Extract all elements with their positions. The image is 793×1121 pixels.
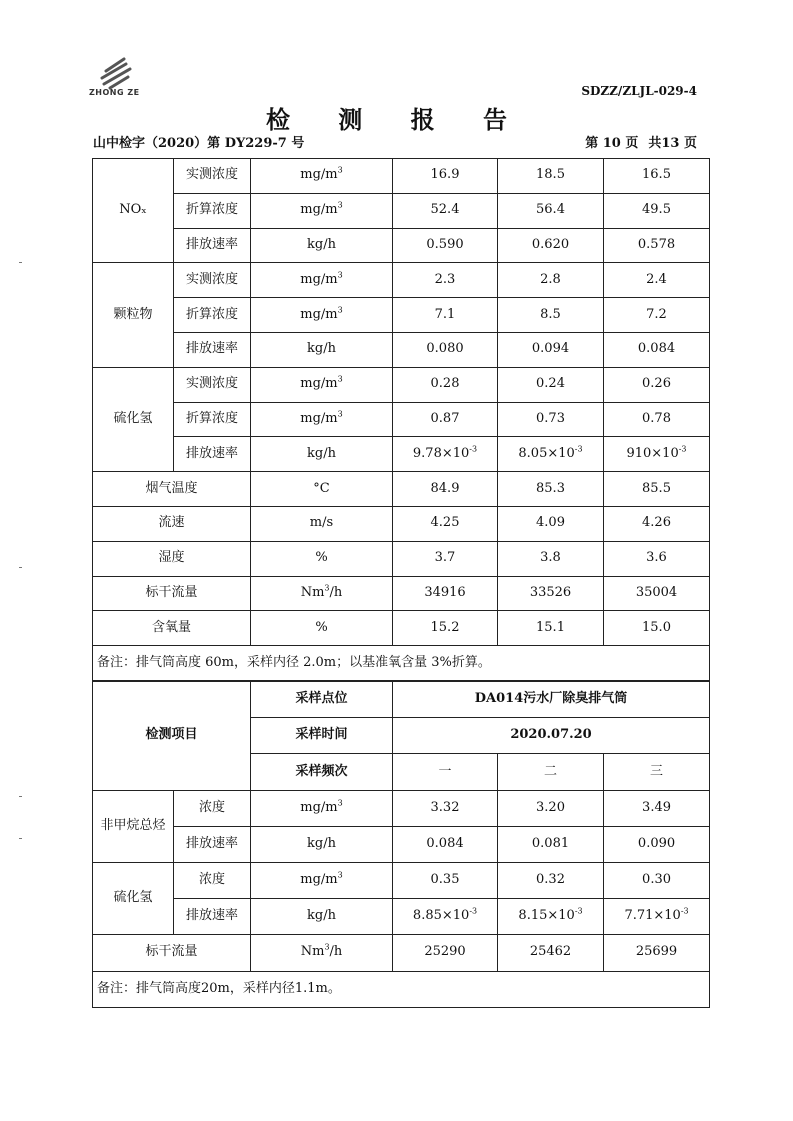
unit-cell-text: kg/h — [307, 445, 336, 461]
unit-cell-superscript: 3 — [337, 798, 343, 808]
value-cell — [393, 541, 498, 576]
parameter-name-text: 标干流量 — [145, 944, 198, 960]
value-cell-text: 84.9 — [430, 480, 460, 496]
value-cell-text: 15.0 — [642, 619, 671, 635]
table-row — [93, 159, 710, 194]
table-row — [93, 541, 710, 576]
value-cell-text: 8.85×10 — [412, 908, 470, 924]
sampling-time-label — [251, 718, 393, 754]
unit-cell — [251, 935, 393, 971]
table-row — [93, 682, 710, 718]
value-cell — [393, 826, 498, 862]
value-cell-superscript: -3 — [574, 444, 583, 454]
parameter-name-text: 含氧量 — [151, 619, 191, 635]
unit-cell — [251, 193, 393, 228]
table-row — [93, 193, 710, 228]
unit-cell-text: mg/m — [300, 872, 338, 888]
measure-item-text: 实测浓度 — [185, 376, 238, 392]
table-row — [93, 263, 710, 298]
table-row — [93, 862, 710, 898]
value-cell-text: 4.26 — [642, 515, 671, 531]
value-cell-text: 4.25 — [430, 515, 460, 531]
value-cell-text: 2.3 — [434, 271, 456, 287]
value-cell — [393, 472, 498, 507]
value-cell-text: 0.26 — [642, 376, 671, 392]
value-cell — [393, 935, 498, 971]
table-row — [93, 437, 710, 472]
measure-item-text: 排放速率 — [185, 445, 238, 461]
unit-cell-text: mg/m — [300, 202, 338, 218]
value-cell — [498, 935, 604, 971]
value-cell-text: 0.87 — [430, 411, 460, 426]
value-cell — [498, 298, 604, 333]
item-header — [93, 682, 251, 791]
pollutant-name-text: 硫化氢 — [113, 411, 153, 426]
unit-cell-text: mg/m — [300, 167, 338, 183]
unit-cell — [251, 298, 393, 333]
value-cell — [393, 611, 498, 646]
parameter-name-text: 标干流量 — [145, 584, 198, 600]
unit-cell — [251, 826, 393, 862]
value-cell — [498, 541, 604, 576]
value-cell-text: 0.24 — [536, 376, 565, 392]
value-cell — [604, 862, 710, 898]
unit-cell-text: mg/m — [300, 411, 338, 426]
unit-cell — [251, 790, 393, 826]
sampling-point-value — [393, 682, 710, 718]
value-cell-text: 7.71×10 — [624, 908, 681, 924]
unit-cell-text: % — [315, 619, 328, 635]
value-cell-text: 0.094 — [531, 341, 570, 357]
page-title: 检 测 报 告 — [265, 105, 528, 134]
value-cell — [498, 193, 604, 228]
parameter-name-text: 烟气温度 — [145, 480, 198, 496]
value-cell — [604, 826, 710, 862]
value-cell-text: 0.090 — [637, 835, 676, 851]
value-cell — [393, 437, 498, 472]
unit-cell-superscript: 3 — [337, 166, 343, 176]
value-cell-text: 33526 — [529, 584, 572, 600]
unit-cell — [251, 332, 393, 367]
parameter-name — [93, 541, 251, 576]
value-cell-text: 0.620 — [531, 237, 570, 253]
value-cell — [498, 862, 604, 898]
value-cell-text: 0.78 — [642, 411, 671, 426]
value-cell — [604, 193, 710, 228]
measure-item — [174, 899, 251, 935]
value-cell-text: 0.080 — [426, 341, 464, 357]
table-row — [93, 402, 710, 437]
value-cell — [393, 193, 498, 228]
value-cell-text: 0.084 — [637, 341, 676, 357]
parameter-name — [93, 472, 251, 507]
unit-cell-text: mg/m — [300, 271, 338, 287]
value-cell — [393, 506, 498, 541]
value-cell — [604, 611, 710, 646]
unit-cell-text: kg/h — [307, 237, 336, 253]
unit-cell-superscript: 3 — [337, 374, 343, 384]
value-cell — [604, 790, 710, 826]
value-cell — [393, 263, 498, 298]
unit-cell-superscript: 3 — [337, 200, 343, 210]
value-cell-text: 3.20 — [536, 799, 565, 815]
value-cell-text: 0.081 — [531, 835, 570, 851]
table-row — [93, 646, 710, 681]
value-cell — [604, 298, 710, 333]
unit-cell-text: % — [315, 550, 328, 566]
measure-item-text: 浓度 — [199, 799, 226, 815]
value-cell-text: 9.78×10 — [412, 445, 470, 461]
value-cell — [604, 576, 710, 611]
pollutant-name-text: NOₓ — [119, 202, 147, 218]
value-cell-text: 7.2 — [646, 306, 667, 322]
value-cell — [393, 862, 498, 898]
pollutant-name-text: 非甲烷总烃 — [100, 817, 166, 833]
measure-item-text: 折算浓度 — [185, 411, 238, 426]
scan-mark — [19, 796, 22, 797]
unit-cell — [251, 263, 393, 298]
value-cell-superscript: -3 — [574, 906, 583, 916]
measure-item-text: 排放速率 — [185, 237, 238, 253]
current-page: 第 10 页 — [585, 136, 639, 151]
frequency-cell-text: 一 — [438, 763, 452, 779]
report-number: 山中检字（2020）第 DY229-7 号 — [93, 136, 305, 151]
value-cell — [498, 159, 604, 194]
value-cell — [393, 790, 498, 826]
value-cell — [498, 437, 604, 472]
item-header-text: 检测项目 — [145, 727, 198, 743]
value-cell — [498, 263, 604, 298]
value-cell-text: 35004 — [635, 584, 678, 600]
value-cell — [393, 367, 498, 402]
value-cell-text: 3.7 — [434, 550, 456, 566]
parameter-name — [93, 576, 251, 611]
results-table-1 — [92, 158, 710, 681]
unit-cell-superscript: 3 — [324, 583, 330, 593]
value-cell — [604, 506, 710, 541]
table-row — [93, 935, 710, 971]
note-cell-text: 备注：排气筒高度20m，采样内径1.1m。 — [97, 980, 341, 996]
scan-mark — [19, 567, 22, 568]
unit-cell — [251, 899, 393, 935]
value-cell — [604, 437, 710, 472]
table-row — [93, 332, 710, 367]
unit-cell — [251, 472, 393, 507]
unit-cell-suffix: /h — [329, 944, 343, 960]
unit-cell-text: m/s — [309, 515, 334, 531]
value-cell — [498, 472, 604, 507]
value-cell — [393, 332, 498, 367]
unit-cell-text: kg/h — [307, 908, 336, 924]
value-cell-text: 3.6 — [646, 550, 667, 566]
parameter-name — [93, 506, 251, 541]
frequency-cell-text: 二 — [544, 763, 558, 779]
table-row — [93, 367, 710, 402]
pollutant-name — [93, 159, 174, 263]
unit-cell-text: mg/m — [300, 799, 338, 815]
frequency-cell — [393, 754, 498, 790]
unit-cell-text: Nm — [300, 944, 325, 960]
value-cell — [604, 228, 710, 263]
measure-item — [174, 402, 251, 437]
measure-item — [174, 298, 251, 333]
value-cell — [604, 935, 710, 971]
value-cell-text: 0.590 — [426, 237, 464, 253]
value-cell-text: 0.32 — [536, 872, 565, 888]
value-cell-text: 2.8 — [540, 271, 561, 287]
value-cell — [393, 899, 498, 935]
value-cell — [393, 402, 498, 437]
unit-cell — [251, 228, 393, 263]
value-cell — [498, 228, 604, 263]
measure-item — [174, 367, 251, 402]
unit-cell-superscript: 3 — [337, 270, 343, 280]
pollutant-name-text: 颗粒物 — [113, 306, 153, 322]
value-cell — [498, 367, 604, 402]
scan-mark — [19, 262, 22, 263]
value-cell-text: 15.2 — [430, 619, 460, 635]
value-cell-text: 2.4 — [646, 271, 667, 287]
measure-item — [174, 263, 251, 298]
sampling-frequency-label-text: 采样频次 — [295, 763, 348, 779]
value-cell — [393, 576, 498, 611]
unit-cell-suffix: /h — [329, 584, 343, 600]
value-cell-text: 0.578 — [637, 237, 676, 253]
table-row — [93, 899, 710, 935]
note-cell-text: 备注：排气筒高度 60m，采样内径 2.0m；以基准氧含量 3%折算。 — [97, 654, 491, 670]
table-row — [93, 611, 710, 646]
table-row — [93, 472, 710, 507]
value-cell-text: 16.9 — [430, 167, 460, 183]
value-cell — [604, 332, 710, 367]
value-cell-text: 8.15×10 — [518, 908, 575, 924]
measure-item — [174, 159, 251, 194]
unit-cell — [251, 159, 393, 194]
table-row — [93, 826, 710, 862]
value-cell — [498, 332, 604, 367]
unit-cell-superscript: 3 — [337, 305, 343, 315]
frequency-cell-text: 三 — [650, 763, 664, 779]
value-cell — [498, 402, 604, 437]
parameter-name-text: 湿度 — [158, 550, 185, 566]
logo-text: ZHONG ZE — [89, 88, 140, 97]
page-number — [575, 132, 697, 151]
sampling-frequency-label — [251, 754, 393, 790]
value-cell-superscript: -3 — [680, 906, 689, 916]
unit-cell-text: °C — [313, 480, 330, 496]
sampling-point-value-text: DA014污水厂除臭排气筒 — [474, 691, 628, 707]
measure-item-text: 浓度 — [199, 872, 226, 888]
note-cell — [93, 646, 710, 681]
document-code: SDZZ/ZLJL-029-4 — [581, 84, 697, 98]
pollutant-name — [93, 790, 174, 862]
sampling-point-label-text: 采样点位 — [295, 691, 348, 707]
measure-item — [174, 826, 251, 862]
value-cell-text: 4.09 — [536, 515, 565, 531]
value-cell-text: 34916 — [424, 584, 466, 600]
measure-item — [174, 193, 251, 228]
table-row — [93, 971, 710, 1007]
measure-item-text: 排放速率 — [186, 908, 239, 924]
total-pages: 共13 页 — [648, 136, 697, 151]
value-cell — [604, 472, 710, 507]
measure-item — [174, 790, 251, 826]
value-cell — [498, 611, 604, 646]
value-cell-text: 25699 — [635, 944, 678, 960]
value-cell-text: 25290 — [424, 944, 466, 960]
value-cell-superscript: -3 — [678, 444, 687, 454]
measure-item-text: 折算浓度 — [185, 202, 238, 218]
value-cell — [604, 402, 710, 437]
sampling-time-label-text: 采样时间 — [295, 727, 348, 743]
value-cell — [498, 826, 604, 862]
value-cell — [498, 576, 604, 611]
value-cell-text: 49.5 — [642, 202, 671, 218]
parameter-name — [93, 611, 251, 646]
value-cell-text: 0.35 — [430, 872, 460, 888]
frequency-cell — [604, 754, 710, 790]
measure-item — [174, 437, 251, 472]
unit-cell-text: kg/h — [307, 835, 336, 851]
unit-cell-superscript: 3 — [337, 409, 343, 419]
value-cell-text: 3.8 — [540, 550, 561, 566]
table-row — [93, 576, 710, 611]
unit-cell-text: kg/h — [307, 341, 336, 357]
value-cell — [393, 159, 498, 194]
unit-cell-superscript: 3 — [324, 943, 330, 953]
value-cell-text: 18.5 — [536, 167, 565, 183]
unit-cell — [251, 437, 393, 472]
value-cell-text: 0.30 — [642, 872, 671, 888]
value-cell — [393, 298, 498, 333]
measure-item-text: 排放速率 — [186, 835, 239, 851]
value-cell — [604, 263, 710, 298]
value-cell-superscript: -3 — [469, 444, 478, 454]
value-cell — [604, 899, 710, 935]
value-cell — [498, 790, 604, 826]
value-cell-text: 3.49 — [642, 799, 671, 815]
value-cell-text: 85.3 — [536, 480, 565, 496]
value-cell-text: 0.084 — [426, 835, 464, 851]
unit-cell-text: mg/m — [300, 376, 338, 392]
measure-item — [174, 228, 251, 263]
pollutant-name — [93, 263, 174, 367]
table-row — [93, 298, 710, 333]
value-cell-text: 16.5 — [642, 167, 671, 183]
unit-cell-text: mg/m — [300, 306, 338, 322]
value-cell-text: 85.5 — [642, 480, 671, 496]
value-cell-text: 0.28 — [430, 376, 460, 392]
unit-cell — [251, 541, 393, 576]
value-cell — [604, 541, 710, 576]
value-cell-text: 15.1 — [536, 619, 565, 635]
unit-cell — [251, 506, 393, 541]
table-row — [93, 506, 710, 541]
unit-cell-text: Nm — [300, 584, 325, 600]
note-cell — [93, 971, 710, 1007]
value-cell-text: 8.5 — [540, 306, 561, 322]
value-cell-text: 52.4 — [430, 202, 460, 218]
value-cell-text: 8.05×10 — [518, 445, 575, 461]
results-table-2 — [92, 681, 710, 1008]
sampling-time-value — [393, 718, 710, 754]
scan-mark — [19, 838, 22, 839]
parameter-name-text: 流速 — [158, 515, 185, 531]
measure-item — [174, 332, 251, 367]
value-cell-text: 7.1 — [434, 306, 456, 322]
measure-item-text: 排放速率 — [185, 341, 238, 357]
table-row — [93, 790, 710, 826]
unit-cell — [251, 402, 393, 437]
value-cell-text: 25462 — [529, 944, 572, 960]
value-cell — [604, 367, 710, 402]
value-cell-superscript: -3 — [469, 906, 478, 916]
parameter-name — [93, 935, 251, 971]
measure-item — [174, 862, 251, 898]
unit-cell — [251, 611, 393, 646]
unit-cell — [251, 576, 393, 611]
sampling-point-label — [251, 682, 393, 718]
measure-item-text: 实测浓度 — [185, 167, 238, 183]
pollutant-name — [93, 862, 174, 934]
frequency-cell — [498, 754, 604, 790]
value-cell — [498, 899, 604, 935]
value-cell — [604, 159, 710, 194]
value-cell-text: 56.4 — [536, 202, 565, 218]
pollutant-name — [93, 367, 174, 471]
value-cell — [393, 228, 498, 263]
table-row — [93, 228, 710, 263]
sampling-time-value-text: 2020.07.20 — [510, 727, 592, 743]
pollutant-name-text: 硫化氢 — [113, 890, 153, 906]
unit-cell — [251, 367, 393, 402]
unit-cell-superscript: 3 — [337, 870, 343, 880]
measure-item-text: 折算浓度 — [185, 306, 238, 322]
value-cell-text: 910×10 — [626, 445, 679, 461]
value-cell-text: 0.73 — [536, 411, 565, 426]
value-cell-text: 3.32 — [430, 799, 460, 815]
value-cell — [498, 506, 604, 541]
unit-cell — [251, 862, 393, 898]
measure-item-text: 实测浓度 — [185, 271, 238, 287]
